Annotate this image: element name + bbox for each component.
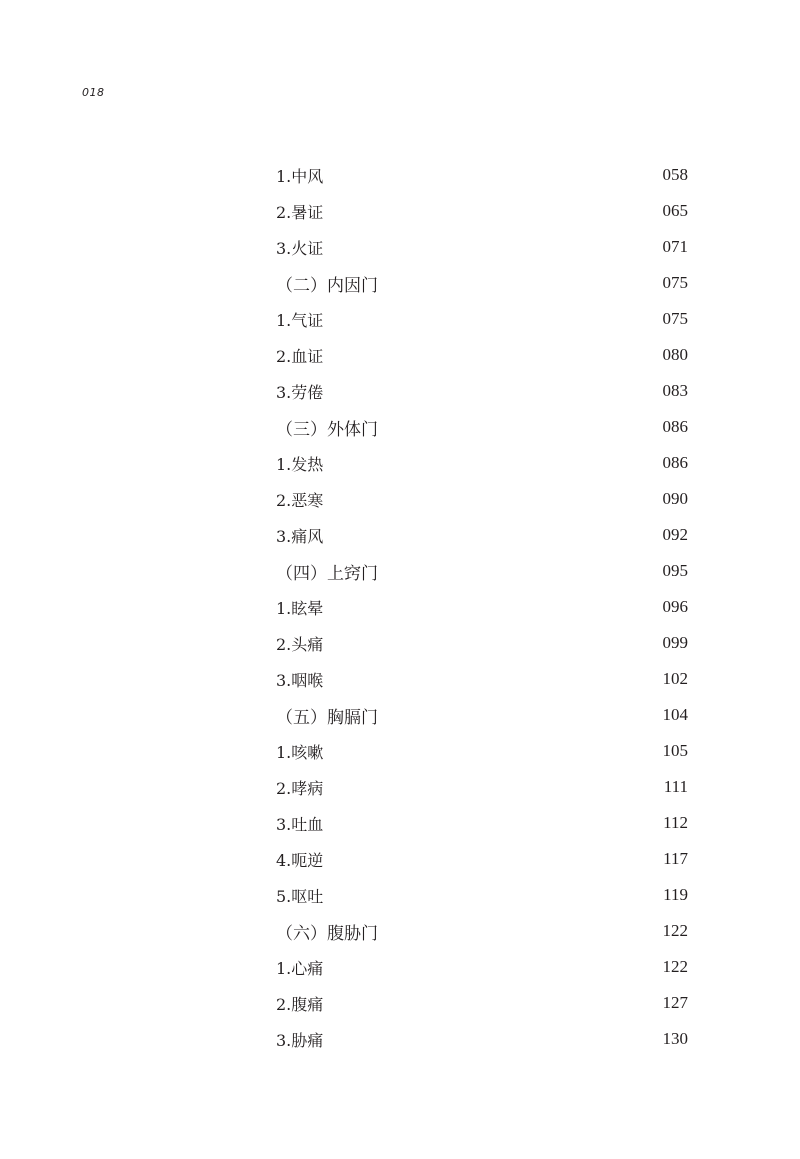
table-of-contents (276, 157, 688, 1057)
toc-entry-title: 1.眩晕 (276, 598, 324, 618)
toc-entry-page-number: 086 (662, 417, 688, 436)
toc-entry-page-number: 117 (663, 849, 688, 868)
toc-entry-page-number: 102 (662, 669, 688, 688)
toc-entry-title: （六）腹胁门 (276, 923, 378, 944)
toc-entry-page-number: 096 (662, 597, 688, 616)
toc-entry-page-number: 119 (663, 885, 688, 904)
toc-entry-page-number: 071 (662, 237, 688, 256)
toc-section-row (276, 553, 688, 589)
toc-item-row (276, 373, 688, 409)
toc-entry-page-number: 086 (662, 453, 688, 472)
toc-entry-title: （三）外体门 (276, 419, 378, 440)
toc-entry-page-number: 099 (662, 633, 688, 652)
toc-entry-page-number: 075 (662, 309, 688, 328)
toc-item-row (276, 841, 688, 877)
toc-section-row (276, 409, 688, 445)
toc-entry-page-number: 127 (662, 993, 688, 1012)
toc-item-row (276, 301, 688, 337)
toc-item-row (276, 481, 688, 517)
toc-entry-title: （二）内因门 (276, 275, 378, 296)
toc-item-row (276, 625, 688, 661)
toc-item-row (276, 733, 688, 769)
toc-entry-page-number: 090 (662, 489, 688, 508)
toc-entry-title: 3.火证 (276, 238, 324, 258)
toc-entry-title: 5.呕吐 (276, 886, 324, 906)
toc-entry-page-number: 083 (662, 381, 688, 400)
toc-section-row (276, 913, 688, 949)
toc-entry-page-number: 058 (662, 165, 688, 184)
toc-entry-title: 1.咳嗽 (276, 742, 324, 762)
toc-item-row (276, 769, 688, 805)
toc-entry-title: 1.气证 (276, 310, 324, 330)
toc-item-row (276, 193, 688, 229)
toc-item-row (276, 157, 688, 193)
toc-entry-page-number: 092 (662, 525, 688, 544)
toc-entry-page-number: 065 (662, 201, 688, 220)
toc-entry-title: 3.吐血 (276, 814, 324, 834)
toc-item-row (276, 949, 688, 985)
toc-entry-title: （四）上窍门 (276, 563, 378, 584)
toc-entry-title: 3.痛风 (276, 526, 324, 546)
toc-item-row (276, 589, 688, 625)
toc-entry-title: 2.头痛 (276, 634, 324, 654)
toc-entry-title: 2.暑证 (276, 202, 324, 222)
toc-entry-title: 1.发热 (276, 454, 324, 474)
toc-entry-title: 2.恶寒 (276, 490, 324, 510)
toc-item-row (276, 805, 688, 841)
toc-entry-page-number: 075 (662, 273, 688, 292)
toc-item-row (276, 517, 688, 553)
toc-entry-page-number: 095 (662, 561, 688, 580)
toc-entry-page-number: 105 (662, 741, 688, 760)
toc-entry-page-number: 112 (663, 813, 688, 832)
toc-entry-title: 2.血证 (276, 346, 324, 366)
toc-entry-page-number: 080 (662, 345, 688, 364)
toc-entry-title: 3.劳倦 (276, 382, 324, 402)
toc-section-row (276, 697, 688, 733)
toc-item-row (276, 445, 688, 481)
toc-entry-title: 1.心痛 (276, 958, 324, 978)
toc-entry-title: 4.呃逆 (276, 850, 324, 870)
toc-entry-title: （五）胸膈门 (276, 707, 378, 728)
toc-entry-page-number: 122 (662, 921, 688, 940)
toc-entry-page-number: 122 (662, 957, 688, 976)
toc-entry-title: 2.哮病 (276, 778, 324, 798)
toc-section-row (276, 265, 688, 301)
toc-entry-page-number: 111 (663, 777, 688, 796)
toc-item-row (276, 877, 688, 913)
toc-item-row (276, 1021, 688, 1057)
toc-entry-page-number: 130 (662, 1029, 688, 1048)
toc-entry-page-number: 104 (662, 705, 688, 724)
page-number: 018 (82, 86, 105, 99)
toc-entry-title: 1.中风 (276, 166, 324, 186)
toc-item-row (276, 661, 688, 697)
toc-item-row (276, 985, 688, 1021)
toc-entry-title: 2.腹痛 (276, 994, 324, 1014)
toc-entry-title: 3.咽喉 (276, 670, 324, 690)
toc-item-row (276, 337, 688, 373)
toc-item-row (276, 229, 688, 265)
toc-entry-title: 3.胁痛 (276, 1030, 324, 1050)
